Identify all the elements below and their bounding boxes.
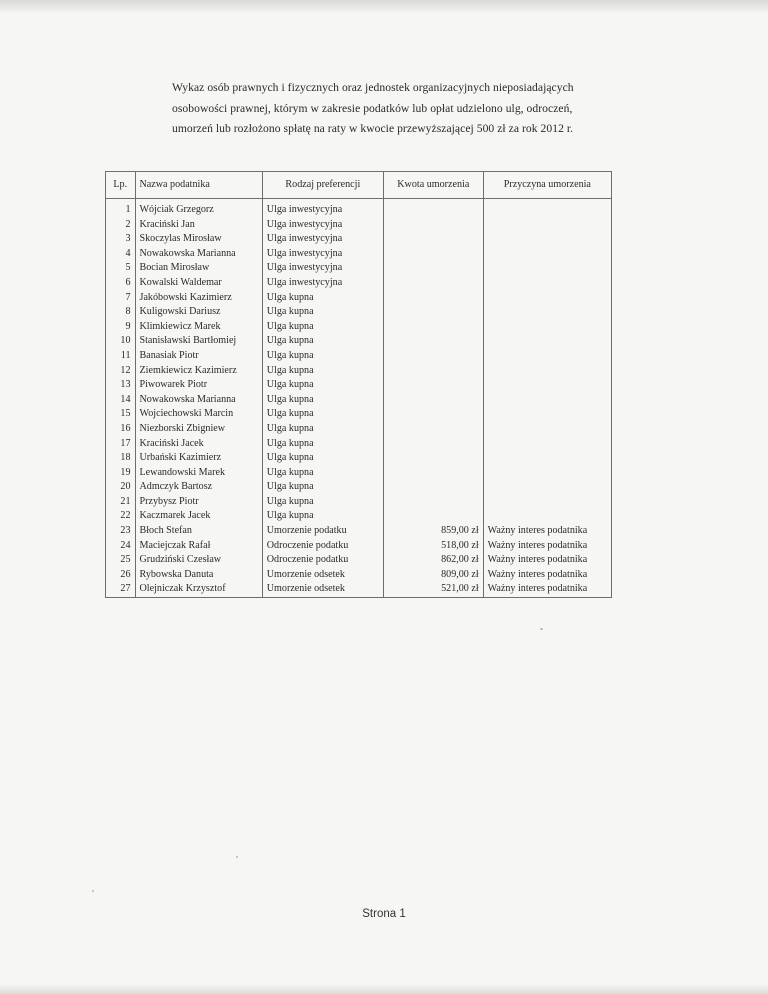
cell-taxpayer-name: Błoch Stefan bbox=[135, 524, 262, 539]
cell-preference-type: Ulga inwestycyjna bbox=[262, 247, 383, 262]
cell-taxpayer-name: Bocian Mirosław bbox=[135, 261, 262, 276]
cell-no: 20 bbox=[106, 480, 136, 495]
cell-preference-type: Ulga kupna bbox=[262, 393, 383, 408]
table-body bbox=[106, 199, 612, 598]
cell-taxpayer-name: Skoczylas Mirosław bbox=[135, 232, 262, 247]
cell-taxpayer-name: Nowakowska Marianna bbox=[135, 247, 262, 262]
cell-taxpayer-name: Olejniczak Krzysztof bbox=[135, 582, 262, 597]
scan-speck bbox=[92, 890, 94, 892]
scan-speck bbox=[236, 856, 238, 858]
cell-reason: Ważny interes podatnika bbox=[483, 568, 611, 583]
cell-no: 23 bbox=[106, 524, 136, 539]
table-row bbox=[106, 568, 612, 583]
table-row bbox=[106, 247, 612, 262]
cell-amount: 862,00 zł bbox=[383, 553, 483, 568]
cell-taxpayer-name: Wojciechowski Marcin bbox=[135, 407, 262, 422]
cell-reason: Ważny interes podatnika bbox=[483, 524, 611, 539]
cell-taxpayer-name: Rybowska Danuta bbox=[135, 568, 262, 583]
cell-preference-type: Umorzenie odsetek bbox=[262, 582, 383, 597]
cell-taxpayer-name: Kraciński Jacek bbox=[135, 437, 262, 452]
table-row bbox=[106, 232, 612, 247]
cell-reason bbox=[483, 422, 611, 437]
cell-preference-type: Ulga kupna bbox=[262, 364, 383, 379]
cell-reason bbox=[483, 199, 611, 218]
cell-amount bbox=[383, 378, 483, 393]
cell-taxpayer-name: Kraciński Jan bbox=[135, 218, 262, 233]
scan-edge-top bbox=[0, 0, 768, 14]
table-row bbox=[106, 582, 612, 597]
cell-amount bbox=[383, 199, 483, 218]
cell-taxpayer-name: Kowalski Waldemar bbox=[135, 276, 262, 291]
cell-reason bbox=[483, 276, 611, 291]
cell-amount bbox=[383, 495, 483, 510]
cell-amount bbox=[383, 509, 483, 524]
cell-no: 21 bbox=[106, 495, 136, 510]
cell-no: 13 bbox=[106, 378, 136, 393]
cell-preference-type: Ulga inwestycyjna bbox=[262, 199, 383, 218]
cell-amount bbox=[383, 261, 483, 276]
cell-preference-type: Ulga kupna bbox=[262, 480, 383, 495]
cell-reason bbox=[483, 334, 611, 349]
table-header bbox=[106, 172, 612, 199]
column-header-reason: Przyczyna umorzenia bbox=[483, 172, 611, 199]
table-row bbox=[106, 509, 612, 524]
cell-reason bbox=[483, 509, 611, 524]
cell-taxpayer-name: Urbański Kazimierz bbox=[135, 451, 262, 466]
cell-no: 14 bbox=[106, 393, 136, 408]
table-row bbox=[106, 437, 612, 452]
heading-line-3: umorzeń lub rozłożono spłatę na raty w kwocie przewyższającej 500 zł za rok 2012 r. bbox=[172, 122, 574, 135]
scan-speck bbox=[540, 628, 543, 630]
cell-amount bbox=[383, 480, 483, 495]
cell-taxpayer-name: Niezborski Zbigniew bbox=[135, 422, 262, 437]
table-row bbox=[106, 480, 612, 495]
table-row bbox=[106, 422, 612, 437]
cell-taxpayer-name: Przybysz Piotr bbox=[135, 495, 262, 510]
cell-reason bbox=[483, 393, 611, 408]
cell-amount bbox=[383, 232, 483, 247]
table-row bbox=[106, 199, 612, 218]
cell-amount bbox=[383, 437, 483, 452]
cell-no: 26 bbox=[106, 568, 136, 583]
cell-preference-type: Ulga kupna bbox=[262, 349, 383, 364]
table-row bbox=[106, 276, 612, 291]
cell-no: 9 bbox=[106, 320, 136, 335]
cell-preference-type: Ulga kupna bbox=[262, 334, 383, 349]
cell-preference-type: Ulga inwestycyjna bbox=[262, 276, 383, 291]
cell-preference-type: Ulga kupna bbox=[262, 495, 383, 510]
cell-taxpayer-name: Lewandowski Marek bbox=[135, 466, 262, 481]
cell-reason bbox=[483, 247, 611, 262]
cell-amount bbox=[383, 451, 483, 466]
cell-reason bbox=[483, 305, 611, 320]
table-row bbox=[106, 553, 612, 568]
heading-line-2: osobowości prawnej, którym w zakresie podatków lub opłat udzielono ulg, odroczeń, bbox=[172, 101, 573, 115]
cell-reason bbox=[483, 291, 611, 306]
table-row bbox=[106, 305, 612, 320]
cell-amount bbox=[383, 334, 483, 349]
column-header-no: Lp. bbox=[106, 172, 136, 199]
table-row bbox=[106, 320, 612, 335]
cell-taxpayer-name: Nowakowska Marianna bbox=[135, 393, 262, 408]
cell-preference-type: Ulga kupna bbox=[262, 466, 383, 481]
cell-preference-type: Ulga kupna bbox=[262, 509, 383, 524]
table-row bbox=[106, 334, 612, 349]
header-row bbox=[106, 172, 612, 199]
cell-preference-type: Ulga kupna bbox=[262, 320, 383, 335]
cell-preference-type: Ulga inwestycyjna bbox=[262, 232, 383, 247]
cell-taxpayer-name: Wójciak Grzegorz bbox=[135, 199, 262, 218]
cell-reason: Ważny interes podatnika bbox=[483, 539, 611, 554]
table-row bbox=[106, 261, 612, 276]
table-row bbox=[106, 218, 612, 233]
cell-no: 10 bbox=[106, 334, 136, 349]
cell-taxpayer-name: Ziemkiewicz Kazimierz bbox=[135, 364, 262, 379]
table-row bbox=[106, 466, 612, 481]
cell-reason bbox=[483, 364, 611, 379]
cell-preference-type: Ulga kupna bbox=[262, 422, 383, 437]
cell-no: 5 bbox=[106, 261, 136, 276]
cell-amount bbox=[383, 276, 483, 291]
page-number: Strona 1 bbox=[362, 908, 406, 920]
cell-no: 4 bbox=[106, 247, 136, 262]
cell-no: 16 bbox=[106, 422, 136, 437]
cell-amount bbox=[383, 364, 483, 379]
cell-no: 6 bbox=[106, 276, 136, 291]
cell-preference-type: Umorzenie odsetek bbox=[262, 568, 383, 583]
cell-no: 17 bbox=[106, 437, 136, 452]
document-heading bbox=[172, 78, 632, 140]
cell-no: 22 bbox=[106, 509, 136, 524]
table-row bbox=[106, 524, 612, 539]
cell-amount bbox=[383, 218, 483, 233]
table-row bbox=[106, 393, 612, 408]
cell-reason bbox=[483, 320, 611, 335]
cell-taxpayer-name: Stanisławski Bartłomiej bbox=[135, 334, 262, 349]
cell-preference-type: Ulga kupna bbox=[262, 378, 383, 393]
cell-reason bbox=[483, 218, 611, 233]
cell-amount bbox=[383, 305, 483, 320]
cell-preference-type: Umorzenie podatku bbox=[262, 524, 383, 539]
table-row bbox=[106, 364, 612, 379]
column-header-preference: Rodzaj preferencji bbox=[262, 172, 383, 199]
heading-line-1: Wykaz osób prawnych i fizycznych oraz jednostek organizacyjnych nieposiadających bbox=[172, 81, 574, 94]
cell-reason bbox=[483, 480, 611, 495]
cell-no: 19 bbox=[106, 466, 136, 481]
cell-amount bbox=[383, 349, 483, 364]
cell-amount bbox=[383, 291, 483, 306]
cell-taxpayer-name: Klimkiewicz Marek bbox=[135, 320, 262, 335]
cell-reason: Ważny interes podatnika bbox=[483, 553, 611, 568]
cell-amount bbox=[383, 320, 483, 335]
cell-reason bbox=[483, 466, 611, 481]
scan-edge-bottom bbox=[0, 984, 768, 994]
taxpayer-relief-table bbox=[105, 171, 612, 598]
table-row bbox=[106, 378, 612, 393]
cell-taxpayer-name: Kaczmarek Jacek bbox=[135, 509, 262, 524]
table-row bbox=[106, 291, 612, 306]
cell-taxpayer-name: Kuligowski Dariusz bbox=[135, 305, 262, 320]
column-header-amount: Kwota umorzenia bbox=[383, 172, 483, 199]
cell-preference-type: Ulga kupna bbox=[262, 305, 383, 320]
cell-amount: 809,00 zł bbox=[383, 568, 483, 583]
cell-taxpayer-name: Jakóbowski Kazimierz bbox=[135, 291, 262, 306]
cell-reason bbox=[483, 407, 611, 422]
cell-no: 7 bbox=[106, 291, 136, 306]
cell-reason bbox=[483, 451, 611, 466]
cell-no: 25 bbox=[106, 553, 136, 568]
cell-taxpayer-name: Piwowarek Piotr bbox=[135, 378, 262, 393]
cell-reason bbox=[483, 261, 611, 276]
table-row bbox=[106, 451, 612, 466]
cell-no: 2 bbox=[106, 218, 136, 233]
cell-amount: 859,00 zł bbox=[383, 524, 483, 539]
cell-taxpayer-name: Maciejczak Rafał bbox=[135, 539, 262, 554]
cell-taxpayer-name: Banasiak Piotr bbox=[135, 349, 262, 364]
cell-amount bbox=[383, 393, 483, 408]
table-row bbox=[106, 349, 612, 364]
cell-reason bbox=[483, 232, 611, 247]
cell-no: 12 bbox=[106, 364, 136, 379]
cell-preference-type: Ulga kupna bbox=[262, 291, 383, 306]
cell-preference-type: Ulga inwestycyjna bbox=[262, 218, 383, 233]
cell-amount bbox=[383, 466, 483, 481]
cell-taxpayer-name: Admczyk Bartosz bbox=[135, 480, 262, 495]
cell-no: 18 bbox=[106, 451, 136, 466]
cell-reason bbox=[483, 495, 611, 510]
cell-no: 11 bbox=[106, 349, 136, 364]
cell-preference-type: Ulga kupna bbox=[262, 407, 383, 422]
cell-no: 15 bbox=[106, 407, 136, 422]
cell-preference-type: Ulga inwestycyjna bbox=[262, 261, 383, 276]
cell-no: 8 bbox=[106, 305, 136, 320]
cell-taxpayer-name: Grudziński Czesław bbox=[135, 553, 262, 568]
cell-amount: 521,00 zł bbox=[383, 582, 483, 597]
cell-amount bbox=[383, 422, 483, 437]
cell-no: 3 bbox=[106, 232, 136, 247]
cell-reason bbox=[483, 437, 611, 452]
cell-preference-type: Ulga kupna bbox=[262, 451, 383, 466]
cell-no: 27 bbox=[106, 582, 136, 597]
table-row bbox=[106, 495, 612, 510]
column-header-name: Nazwa podatnika bbox=[135, 172, 262, 199]
cell-amount: 518,00 zł bbox=[383, 539, 483, 554]
cell-reason bbox=[483, 378, 611, 393]
table-row bbox=[106, 539, 612, 554]
cell-reason bbox=[483, 349, 611, 364]
cell-no: 1 bbox=[106, 199, 136, 218]
table-row bbox=[106, 407, 612, 422]
cell-no: 24 bbox=[106, 539, 136, 554]
cell-amount bbox=[383, 407, 483, 422]
cell-reason: Ważny interes podatnika bbox=[483, 582, 611, 597]
cell-preference-type: Ulga kupna bbox=[262, 437, 383, 452]
cell-preference-type: Odroczenie podatku bbox=[262, 553, 383, 568]
cell-preference-type: Odroczenie podatku bbox=[262, 539, 383, 554]
cell-amount bbox=[383, 247, 483, 262]
